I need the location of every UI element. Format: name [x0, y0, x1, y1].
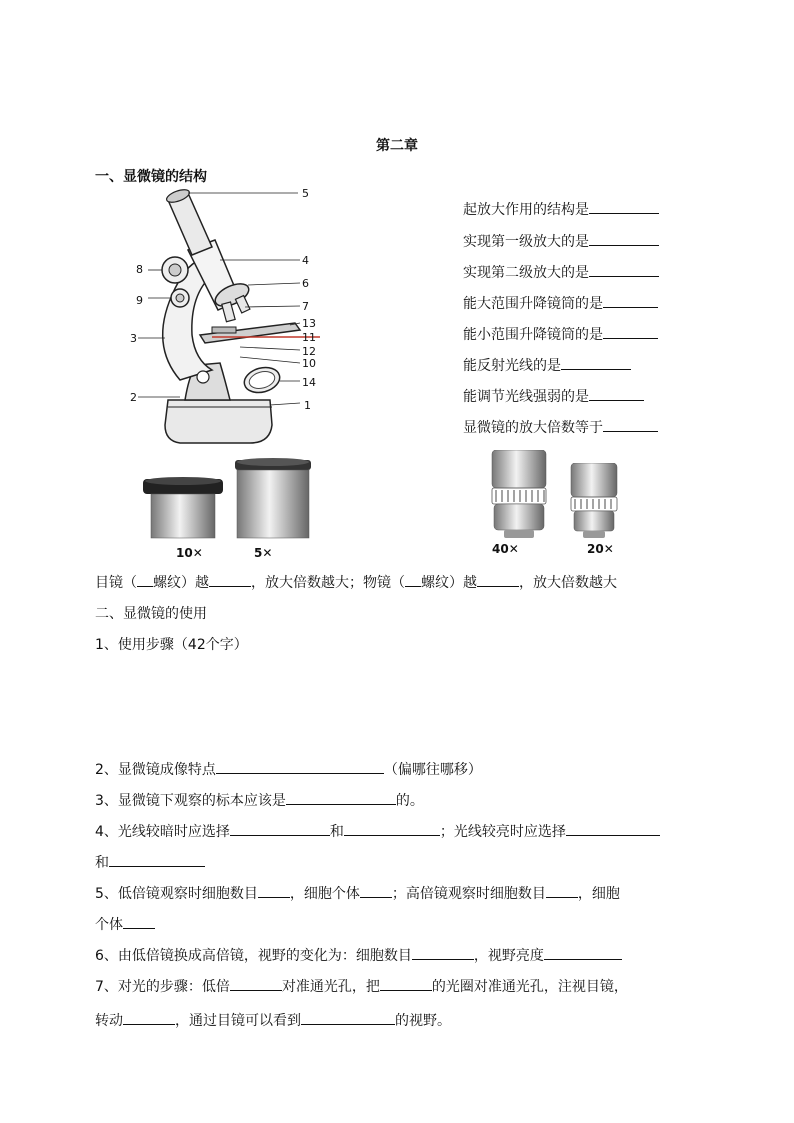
label-6: 6: [302, 277, 309, 290]
caption-5x: 5✕: [254, 546, 273, 560]
label-2: 2: [130, 391, 137, 404]
question-light: 4、光线较暗时应选择 和 ；光线较亮时应选择: [95, 821, 660, 841]
answer-blank[interactable]: [380, 976, 432, 991]
question-cell-count-cont: 个体: [95, 914, 155, 934]
label-12: 12: [302, 345, 316, 358]
question-8: 显微镜的放大倍数等于: [463, 417, 658, 437]
question-light-steps-cont: 转动 ，通过目镜可以看到 的视野。: [95, 1010, 451, 1030]
question-light-steps: 7、对光的步骤：低倍 对准通光孔，把 的光圈对准通光孔，注视目镜，: [95, 976, 628, 996]
label-9: 9: [136, 294, 143, 307]
label-4: 4: [302, 254, 309, 267]
answer-blank[interactable]: [137, 572, 153, 587]
answer-blank[interactable]: [209, 572, 251, 587]
label-1: 1: [304, 399, 311, 412]
section2-heading: 二、显微镜的使用: [95, 606, 207, 622]
caption-20x: 20✕: [587, 542, 614, 556]
label-3: 3: [130, 332, 137, 345]
lens-sentence: 目镜（ 螺纹）越 ，放大倍数越大；物镜（ 螺纹）越 ，放大倍数越大: [95, 572, 617, 592]
answer-blank[interactable]: [286, 790, 396, 805]
answer-blank[interactable]: [603, 293, 658, 308]
page-title: 第二章: [376, 138, 418, 154]
answer-blank[interactable]: [546, 883, 578, 898]
eyepiece-5x-image: [235, 456, 311, 540]
caption-10x: 10✕: [176, 546, 203, 560]
answer-blank[interactable]: [360, 883, 392, 898]
label-7: 7: [302, 300, 309, 313]
answer-blank[interactable]: [301, 1010, 395, 1025]
label-5: 5: [302, 187, 309, 200]
microscope-diagram: [120, 185, 330, 450]
answer-blank[interactable]: [405, 572, 421, 587]
question-specimen: 3、显微镜下观察的标本应该是 的。: [95, 790, 424, 810]
question-image-features: 2、显微镜成像特点 （偏哪往哪移）: [95, 759, 482, 779]
answer-blank[interactable]: [216, 759, 384, 774]
answer-blank[interactable]: [589, 199, 659, 214]
answer-blank[interactable]: [123, 914, 155, 929]
question-cell-count: 5、低倍镜观察时细胞数目 ，细胞个体 ；高倍镜观察时细胞数目 ，细胞: [95, 883, 620, 903]
question-1: 起放大作用的结构是: [463, 199, 659, 219]
answer-blank[interactable]: [561, 355, 631, 370]
question-light-cont: 和: [95, 852, 205, 872]
question-6: 能反射光线的是: [463, 355, 631, 375]
question-4: 能大范围升降镜筒的是: [463, 293, 658, 313]
answer-blank[interactable]: [603, 324, 658, 339]
answer-blank[interactable]: [412, 945, 474, 960]
question-steps: 1、使用步骤（42个字）: [95, 637, 248, 653]
label-13: 13: [302, 317, 316, 330]
caption-40x: 40✕: [492, 542, 519, 556]
question-switch-lens: 6、由低倍镜换成高倍镜，视野的变化为：细胞数目 ，视野亮度: [95, 945, 622, 965]
answer-blank[interactable]: [589, 386, 644, 401]
question-7: 能调节光线强弱的是: [463, 386, 644, 406]
label-10: 10: [302, 357, 316, 370]
answer-blank[interactable]: [589, 231, 659, 246]
objective-40x-image: [488, 450, 550, 538]
eyepiece-10x-image: [143, 475, 223, 540]
label-8: 8: [136, 263, 143, 276]
question-5: 能小范围升降镜筒的是: [463, 324, 658, 344]
answer-blank[interactable]: [123, 1010, 175, 1025]
section1-heading: 一、显微镜的结构: [95, 169, 207, 185]
answer-blank[interactable]: [230, 976, 282, 991]
objective-20x-image: [567, 463, 621, 538]
answer-blank[interactable]: [603, 417, 658, 432]
answer-blank[interactable]: [258, 883, 290, 898]
answer-blank[interactable]: [109, 852, 205, 867]
answer-blank[interactable]: [544, 945, 622, 960]
question-3: 实现第二级放大的是: [463, 262, 659, 282]
answer-blank[interactable]: [344, 821, 440, 836]
label-11: 11: [302, 331, 316, 344]
answer-blank[interactable]: [477, 572, 519, 587]
question-2: 实现第一级放大的是: [463, 231, 659, 251]
answer-blank[interactable]: [230, 821, 330, 836]
answer-blank[interactable]: [566, 821, 660, 836]
answer-blank[interactable]: [589, 262, 659, 277]
label-14: 14: [302, 376, 316, 389]
